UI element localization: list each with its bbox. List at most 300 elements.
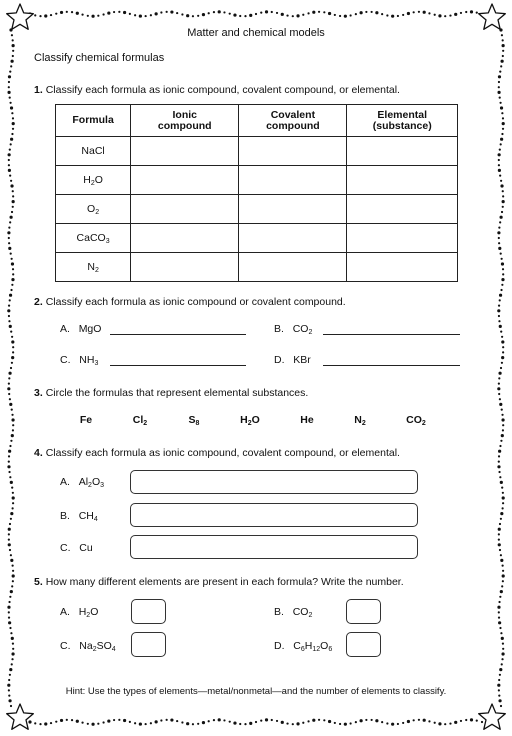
border-dot [497, 91, 500, 94]
border-dot [10, 440, 12, 442]
border-dot [229, 721, 231, 723]
border-dot [260, 720, 262, 722]
q2-option-d: D. KBr [274, 354, 311, 366]
border-dot [8, 455, 10, 457]
border-dot [501, 60, 504, 63]
border-dot [12, 643, 14, 645]
border-dot [501, 336, 503, 338]
answer-cell[interactable] [131, 253, 239, 282]
border-dot [12, 44, 15, 47]
answer-cell[interactable] [131, 166, 239, 195]
border-dot [9, 398, 11, 400]
answer-cell[interactable] [239, 224, 347, 253]
border-dot [176, 720, 178, 722]
border-dot [498, 455, 500, 457]
q4-option-c: C. Cu [60, 542, 93, 554]
border-dot [501, 652, 504, 655]
border-dot [381, 13, 383, 15]
border-dot [202, 721, 205, 724]
border-dot [12, 502, 14, 504]
border-dot [11, 487, 13, 489]
border-dot [502, 346, 504, 348]
border-dot [476, 720, 478, 722]
border-dot [355, 721, 357, 723]
border-dot [502, 195, 504, 197]
border-dot [192, 15, 194, 17]
number-answer-box[interactable] [131, 599, 166, 624]
border-dot [10, 705, 12, 707]
border-dot [500, 106, 503, 109]
border-dot [502, 424, 504, 426]
circle-choice-formula[interactable]: He [300, 414, 314, 426]
border-dot [500, 143, 502, 145]
border-dot [499, 71, 501, 73]
border-dot [8, 377, 10, 379]
border-dot [8, 237, 10, 239]
border-dot [208, 12, 210, 14]
answer-cell[interactable] [239, 166, 347, 195]
border-dot [9, 445, 11, 447]
border-dot [402, 14, 404, 16]
border-dot [498, 621, 501, 624]
circle-choice-formula[interactable]: $Cl_2$ [132, 414, 148, 427]
border-dot [197, 15, 199, 17]
border-dot [11, 211, 13, 213]
formula-cell: $N_2$ [56, 253, 131, 282]
answer-line[interactable] [323, 365, 460, 366]
number-answer-box[interactable] [346, 599, 381, 624]
border-dot [423, 11, 426, 14]
border-dot [8, 315, 10, 317]
circle-choice-formula[interactable]: $H_2O$ [240, 414, 260, 427]
border-dot [498, 159, 500, 161]
hint-text: Hint: Use the types of elements—metal/nonmetal—and the number of elements to classify. [65, 686, 447, 697]
border-dot [498, 242, 500, 244]
circle-choice-formula[interactable]: Fe [79, 414, 93, 426]
border-dot [500, 184, 503, 187]
border-dot [8, 305, 10, 307]
border-dot [318, 11, 320, 13]
border-dot [10, 632, 12, 634]
border-dot [55, 721, 57, 723]
border-dot [11, 112, 13, 114]
star-icon [7, 704, 34, 729]
border-dot [502, 502, 504, 504]
border-dot [350, 722, 352, 724]
border-dot [10, 554, 12, 556]
border-dot [10, 367, 12, 369]
border-dot [499, 299, 501, 301]
border-dot [498, 315, 500, 317]
border-dot [501, 258, 503, 260]
border-dot [501, 414, 503, 416]
border-dot [223, 11, 225, 13]
border-dot [8, 242, 10, 244]
answer-line[interactable] [110, 334, 246, 335]
border-dot [150, 14, 152, 16]
border-dot [323, 719, 325, 721]
answer-line[interactable] [110, 365, 246, 366]
border-dot [8, 611, 10, 613]
border-dot [11, 356, 14, 359]
question-5: 5. How many different elements are present in each formula? Write the number. [34, 576, 404, 588]
answer-cell[interactable] [239, 253, 347, 282]
border-dot [155, 12, 158, 15]
border-dot [502, 580, 504, 582]
border-dot [498, 305, 500, 307]
border-dot [176, 12, 178, 14]
border-dot [498, 227, 500, 229]
border-dot [502, 117, 504, 119]
border-dot [91, 15, 94, 18]
border-dot [8, 393, 10, 395]
q5-option-c: C. $Na_2SO_4$ [60, 640, 116, 653]
border-dot [500, 289, 502, 291]
border-dot [502, 190, 504, 192]
star-icon [7, 4, 34, 29]
answer-line[interactable] [323, 334, 460, 335]
border-dot [499, 294, 502, 297]
border-dot [502, 268, 504, 270]
border-dot [9, 549, 11, 551]
border-dot [87, 15, 89, 17]
border-dot [498, 377, 500, 379]
answer-box[interactable] [130, 503, 418, 527]
formula-cell: $H_2O$ [56, 166, 131, 195]
border-dot [134, 722, 136, 724]
border-dot [8, 227, 10, 229]
number-answer-box[interactable] [131, 632, 166, 657]
border-dot [66, 719, 68, 721]
border-dot [223, 719, 225, 721]
border-dot [501, 585, 503, 587]
border-dot [181, 13, 183, 15]
border-dot [413, 719, 415, 721]
answer-cell[interactable] [347, 253, 458, 282]
q5-option-d: D. $C_6H_{12}O_6$ [274, 640, 333, 653]
circle-choice-formula[interactable]: $S_8$ [188, 414, 200, 427]
border-dot [113, 11, 115, 13]
border-dot [12, 273, 14, 275]
border-dot [292, 15, 294, 17]
border-dot [12, 122, 15, 125]
border-dot [11, 284, 13, 286]
border-dot [499, 549, 501, 551]
answer-cell[interactable] [347, 137, 458, 166]
q5-option-a: A. $H_2O$ [60, 606, 99, 619]
border-dot [11, 658, 13, 660]
border-dot [434, 14, 436, 16]
border-dot [302, 14, 304, 16]
border-dot [8, 372, 11, 375]
border-dot [498, 247, 501, 250]
table-header-row [56, 105, 458, 137]
border-dot [501, 663, 503, 665]
border-dot [499, 403, 502, 406]
border-dot [460, 12, 462, 14]
border-dot [386, 722, 388, 724]
answer-cell[interactable] [131, 195, 239, 224]
answer-cell[interactable] [347, 224, 458, 253]
border-dot [502, 50, 504, 52]
border-dot [9, 97, 11, 99]
border-dot [407, 12, 410, 15]
border-dot [11, 340, 14, 343]
border-dot [8, 528, 11, 531]
border-dot [502, 44, 505, 47]
border-dot [500, 138, 503, 141]
border-dot [371, 11, 373, 13]
border-dot [8, 383, 10, 385]
border-dot [444, 15, 446, 17]
border-dot [498, 372, 501, 375]
border-dot [502, 206, 504, 208]
border-dot [328, 720, 331, 723]
border-dot [497, 309, 500, 312]
border-dot [418, 11, 420, 13]
border-dot [281, 13, 284, 16]
q2-option-b: B. $CO_2$ [274, 323, 313, 336]
border-dot [8, 617, 10, 619]
border-dot [381, 721, 383, 723]
answer-cell[interactable] [239, 195, 347, 224]
border-dot [12, 570, 14, 572]
border-dot [9, 596, 11, 598]
border-dot [449, 722, 451, 724]
border-dot [8, 169, 11, 172]
border-dot [465, 11, 467, 13]
border-dot [60, 719, 63, 722]
border-dot [12, 424, 14, 426]
border-dot [12, 117, 14, 119]
answer-cell[interactable] [347, 166, 458, 195]
border-dot [155, 720, 158, 723]
border-dot [454, 13, 457, 16]
border-dot [499, 175, 501, 177]
answer-cell[interactable] [131, 137, 239, 166]
question-1: 1. Classify each formula as ionic compound, covalent compound, or elemental. [34, 84, 400, 96]
border-dot [12, 55, 14, 57]
border-dot [497, 465, 500, 468]
question-2: 2. Classify each formula as ionic compound or covalent compound. [34, 296, 346, 308]
border-dot [9, 674, 11, 676]
border-dot [470, 718, 473, 721]
border-dot [307, 12, 309, 14]
border-dot [9, 403, 12, 406]
border-dot [271, 719, 273, 721]
border-dot [123, 719, 126, 722]
border-dot [501, 278, 504, 281]
border-dot [499, 398, 501, 400]
border-dot [186, 722, 189, 725]
border-dot [500, 554, 502, 556]
border-dot [334, 14, 336, 16]
border-dot [501, 658, 503, 660]
border-dot [500, 705, 502, 707]
border-dot [502, 200, 505, 203]
border-dot [476, 12, 478, 14]
border-dot [498, 543, 501, 546]
border-dot [323, 11, 325, 13]
border-dot [498, 679, 500, 681]
border-dot [499, 523, 501, 525]
border-dot [500, 367, 502, 369]
border-dot [10, 106, 13, 109]
border-dot [276, 12, 278, 14]
border-dot [102, 721, 104, 723]
border-dot [166, 11, 168, 13]
border-dot [7, 606, 10, 609]
border-dot [8, 75, 11, 78]
border-dot [12, 200, 15, 203]
border-dot [8, 601, 10, 603]
border-dot [271, 11, 273, 13]
table-row [56, 253, 458, 282]
answer-box[interactable] [130, 535, 418, 559]
border-dot [402, 722, 404, 724]
border-dot [501, 362, 503, 364]
border-dot [145, 723, 147, 725]
q2-option-a: A. MgO [60, 323, 102, 335]
border-dot [481, 721, 483, 723]
circle-choice-formula[interactable]: $N_2$ [354, 414, 366, 427]
border-dot [170, 718, 173, 721]
border-dot [286, 722, 288, 724]
classification-table [55, 104, 458, 282]
border-dot [302, 722, 304, 724]
border-dot [8, 320, 10, 322]
border-dot [500, 559, 503, 562]
border-dot [9, 175, 11, 177]
border-dot [502, 39, 504, 41]
border-dot [501, 637, 504, 640]
border-dot [9, 523, 11, 525]
answer-box[interactable] [130, 470, 418, 494]
border-dot [166, 719, 168, 721]
border-dot [498, 75, 501, 78]
border-dot [10, 289, 12, 291]
circle-choice-formula[interactable]: $CO_2$ [406, 414, 426, 427]
border-dot [8, 539, 10, 541]
border-dot [501, 340, 504, 343]
border-dot [500, 331, 502, 333]
border-dot [502, 55, 504, 57]
border-dot [498, 383, 500, 385]
border-dot [11, 663, 13, 665]
border-dot [34, 722, 36, 724]
border-dot [12, 580, 14, 582]
border-dot [12, 496, 15, 499]
border-dot [50, 722, 52, 724]
border-dot [307, 720, 309, 722]
border-dot [113, 719, 115, 721]
border-dot [11, 133, 13, 135]
border-dot [502, 351, 504, 353]
border-dot [499, 221, 501, 223]
border-dot [499, 445, 501, 447]
border-dot [502, 429, 504, 431]
border-dot [12, 128, 14, 130]
border-dot [10, 331, 12, 333]
border-dot [7, 231, 10, 234]
border-dot [500, 481, 503, 484]
border-dot [360, 11, 363, 14]
border-dot [181, 721, 183, 723]
number-answer-box[interactable] [346, 632, 381, 657]
border-dot [498, 699, 501, 702]
border-dot [11, 258, 13, 260]
border-dot [502, 273, 504, 275]
border-dot [334, 722, 336, 724]
border-dot [11, 418, 14, 421]
border-dot [428, 12, 430, 14]
border-dot [428, 720, 430, 722]
border-dot [12, 565, 14, 567]
border-dot [60, 11, 63, 14]
border-dot [498, 528, 501, 531]
border-dot [500, 632, 502, 634]
answer-cell[interactable] [131, 224, 239, 253]
border-dot [255, 721, 257, 723]
border-dot [498, 86, 500, 88]
border-dot [502, 492, 504, 494]
border-dot [502, 574, 505, 577]
border-dot [9, 627, 11, 629]
border-dot [8, 533, 10, 535]
border-dot [8, 450, 11, 453]
border-dot [281, 721, 284, 724]
border-dot [265, 10, 268, 13]
border-dot [500, 216, 503, 219]
border-dot [87, 723, 89, 725]
border-dot [397, 723, 399, 725]
border-dot [498, 81, 500, 83]
border-dot [292, 723, 294, 725]
border-dot [391, 723, 394, 726]
border-dot [160, 719, 162, 721]
border-dot [7, 91, 10, 94]
border-dot [454, 721, 457, 724]
border-dot [501, 434, 504, 437]
border-dot [7, 465, 10, 468]
border-dot [192, 723, 194, 725]
border-dot [10, 590, 13, 593]
border-dot [502, 496, 505, 499]
table-row [56, 195, 458, 224]
border-dot [34, 14, 36, 16]
border-dot [11, 278, 14, 281]
border-dot [249, 14, 252, 17]
border-dot [502, 648, 504, 650]
border-dot [12, 206, 14, 208]
table-row [56, 166, 458, 195]
border-dot [11, 414, 13, 416]
border-dot [501, 262, 504, 265]
border-dot [8, 81, 10, 83]
border-dot [8, 621, 11, 624]
border-dot [500, 512, 503, 515]
border-dot [97, 723, 99, 725]
border-dot [10, 253, 12, 255]
border-dot [350, 14, 352, 16]
border-dot [12, 648, 14, 650]
border-dot [499, 97, 501, 99]
answer-cell[interactable] [239, 137, 347, 166]
border-dot [444, 723, 446, 725]
q4-option-b: B. $CH_4$ [60, 510, 98, 523]
border-dot [499, 627, 501, 629]
answer-cell[interactable] [347, 195, 458, 224]
